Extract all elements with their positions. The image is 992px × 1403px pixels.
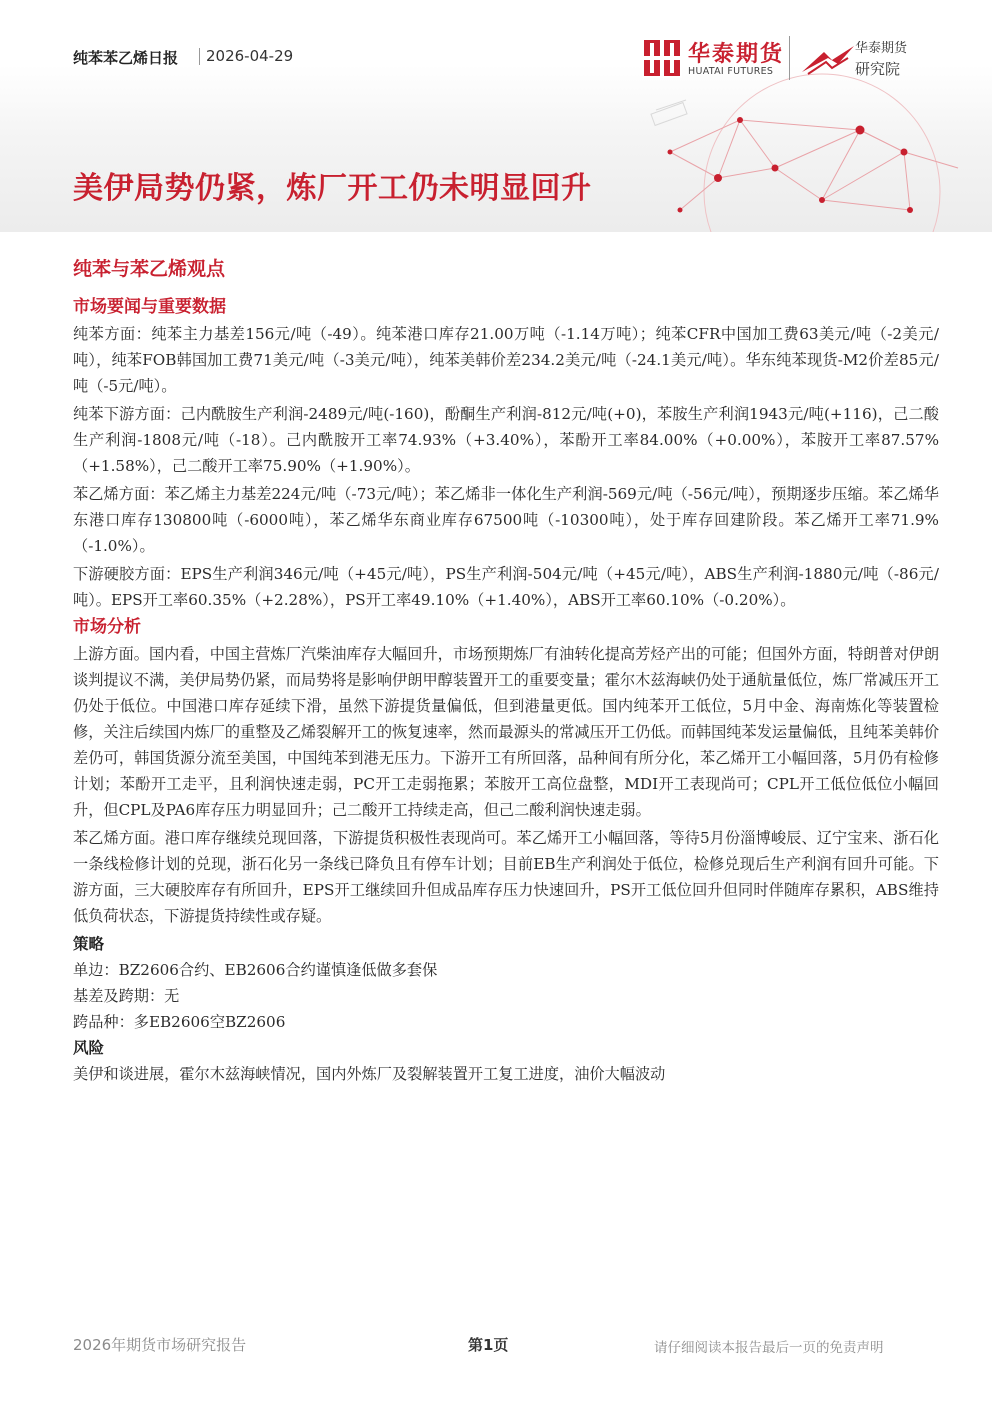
header-separator bbox=[199, 48, 200, 65]
company-name-cn: 华泰期货 bbox=[688, 42, 785, 67]
logo-divider bbox=[789, 36, 790, 80]
analysis-paragraph-upstream: 上游方面。国内看，中国主营炼厂汽柴油库存大幅回升，市场预期炼厂有油转化提高芳烃产出的可能；但国外方面，特朗普对伊朗谈判提议不满，美伊局势仍紧，而局势将是影响伊朗甲醇装置开工的重要变量；霍尔木兹海峡仍处于通航量低位，炼厂常减压开工仍处于低位。中国港口库存延续下滑，虽然下游提货量偏低，但到港量更低。国内纯苯开工低位，5月中金、海南炼化等装置检修，关注后续国内炼厂的重整及乙烯裂解开工的恢复速率，然而最源头的常减压开工仍低。而韩国纯苯发运量偏低，且纯苯美韩价差仍可，韩国货源分流至美国，中国纯苯到港无压力。下游开工有所回落，品种间有所分化，苯乙烯开工小幅回落，5月仍有检修计划；苯酚开工走平，且利润快速走弱，PC开工走弱拖累；苯胺开工高位盘整，MDI开工表现尚可；CPL开工低位低位小幅回升，但CPL及PA6库存压力明显回升；己二酸开工持续走高，但己二酸利润快速走弱。 bbox=[73, 645, 939, 819]
header-banner bbox=[0, 0, 992, 232]
news-paragraph-styrene: 苯乙烯方面：苯乙烯主力基差224元/吨（-73元/吨）；苯乙烯非一体化生产利润-569元/吨（-56元/吨），预期逐步压缩。苯乙烯华东港口库存130800吨（-6000吨），苯乙烯华东商业库存67500吨（-10300吨），处于库存回建阶段。苯乙烯开工率71.9%（-1.0%）。 bbox=[73, 485, 939, 555]
huatai-logo-icon bbox=[641, 37, 683, 79]
footer-report-series: 2026年期货市场研究报告 bbox=[73, 1336, 247, 1354]
main-title: 美伊局势仍紧，炼厂开工仍未明显回升 bbox=[73, 171, 592, 206]
market-analysis-heading: 市场分析 bbox=[73, 617, 141, 637]
news-paragraph-hard-plastics: 下游硬胶方面：EPS生产利润346元/吨（+45元/吨），PS生产利润-504元/吨（+45元/吨），ABS生产利润-1880元/吨（-86元/吨）。EPS开工率60.35%（+2.28%），PS开工率49.10%（+1.40%），ABS开工率60.10%（-0.20%）。 bbox=[73, 565, 939, 609]
research-institute-name bbox=[855, 37, 907, 79]
footer-disclaimer-note: 请仔细阅读本报告最后一页的免责声明 bbox=[654, 1340, 884, 1356]
report-body bbox=[73, 256, 939, 1087]
network-graphic bbox=[560, 60, 992, 232]
report-name: 纯苯苯乙烯日报 bbox=[73, 49, 179, 67]
research-institute-logo-icon bbox=[798, 40, 860, 78]
news-paragraph-benzene: 纯苯方面：纯苯主力基差156元/吨（-49）。纯苯港口库存21.00万吨（-1.14万吨）；纯苯CFR中国加工费63美元/吨（-2美元/吨），纯苯FOB韩国加工费71美元/吨（-3美元/吨），纯苯美韩价差234.2美元/吨（-24.1美元/吨）。华东纯苯现货-M2价差85元/吨（-5元/吨）。 bbox=[73, 325, 939, 395]
analysis-paragraph-styrene: 苯乙烯方面。港口库存继续兑现回落，下游提货积极性表现尚可。苯乙烯开工小幅回落，等待5月份淄博峻辰、辽宁宝来、浙石化一条线检修计划的兑现，浙石化另一条线已降负且有停车计划；目前EB生产利润处于低位，检修兑现后生产利润有回升可能。下游方面，三大硬胶库存有所回升，EPS开工继续回升但成品库存压力快速回升，PS开工低位回升但同时伴随库存累积，ABS维持低负荷状态，下游提货持续性或存疑。 bbox=[73, 829, 939, 925]
institute-line2: 研究院 bbox=[855, 60, 901, 78]
risk-text: 美伊和谈进展，霍尔木兹海峡情况，国内外炼厂及裂解装置开工复工进度，油价大幅波动 bbox=[73, 1065, 666, 1083]
news-paragraph-benzene-downstream: 纯苯下游方面：己内酰胺生产利润-2489元/吨(-160)，酚酮生产利润-812元/吨(+0)，苯胺生产利润1943元/吨(+116)，己二酸生产利润-1808元/吨（-18）。己内酰胺开工率74.93%（+3.40%），苯酚开工率84.00%（+0.00%），苯胺开工率87.57%（+1.58%），己二酸开工率75.90%（+1.90%）。 bbox=[73, 405, 939, 475]
risk-heading: 风险 bbox=[73, 1039, 105, 1057]
market-news-heading: 市场要闻与重要数据 bbox=[73, 297, 226, 317]
footer-page-number: 第1页 bbox=[468, 1336, 509, 1354]
company-name-en: HUATAI FUTURES bbox=[688, 66, 774, 77]
strategy-heading: 策略 bbox=[73, 935, 105, 953]
report-date: 2026-04-29 bbox=[206, 47, 294, 65]
strategy-single-side: 单边：BZ2606合约、EB2606合约谨慎逢低做多套保 bbox=[73, 961, 438, 979]
strategy-cross-variety: 跨品种：多EB2606空BZ2606 bbox=[73, 1013, 286, 1031]
strategy-basis-spread: 基差及跨期：无 bbox=[73, 987, 180, 1005]
institute-line1: 华泰期货 bbox=[855, 41, 908, 56]
section-title: 纯苯与苯乙烯观点 bbox=[73, 258, 226, 280]
